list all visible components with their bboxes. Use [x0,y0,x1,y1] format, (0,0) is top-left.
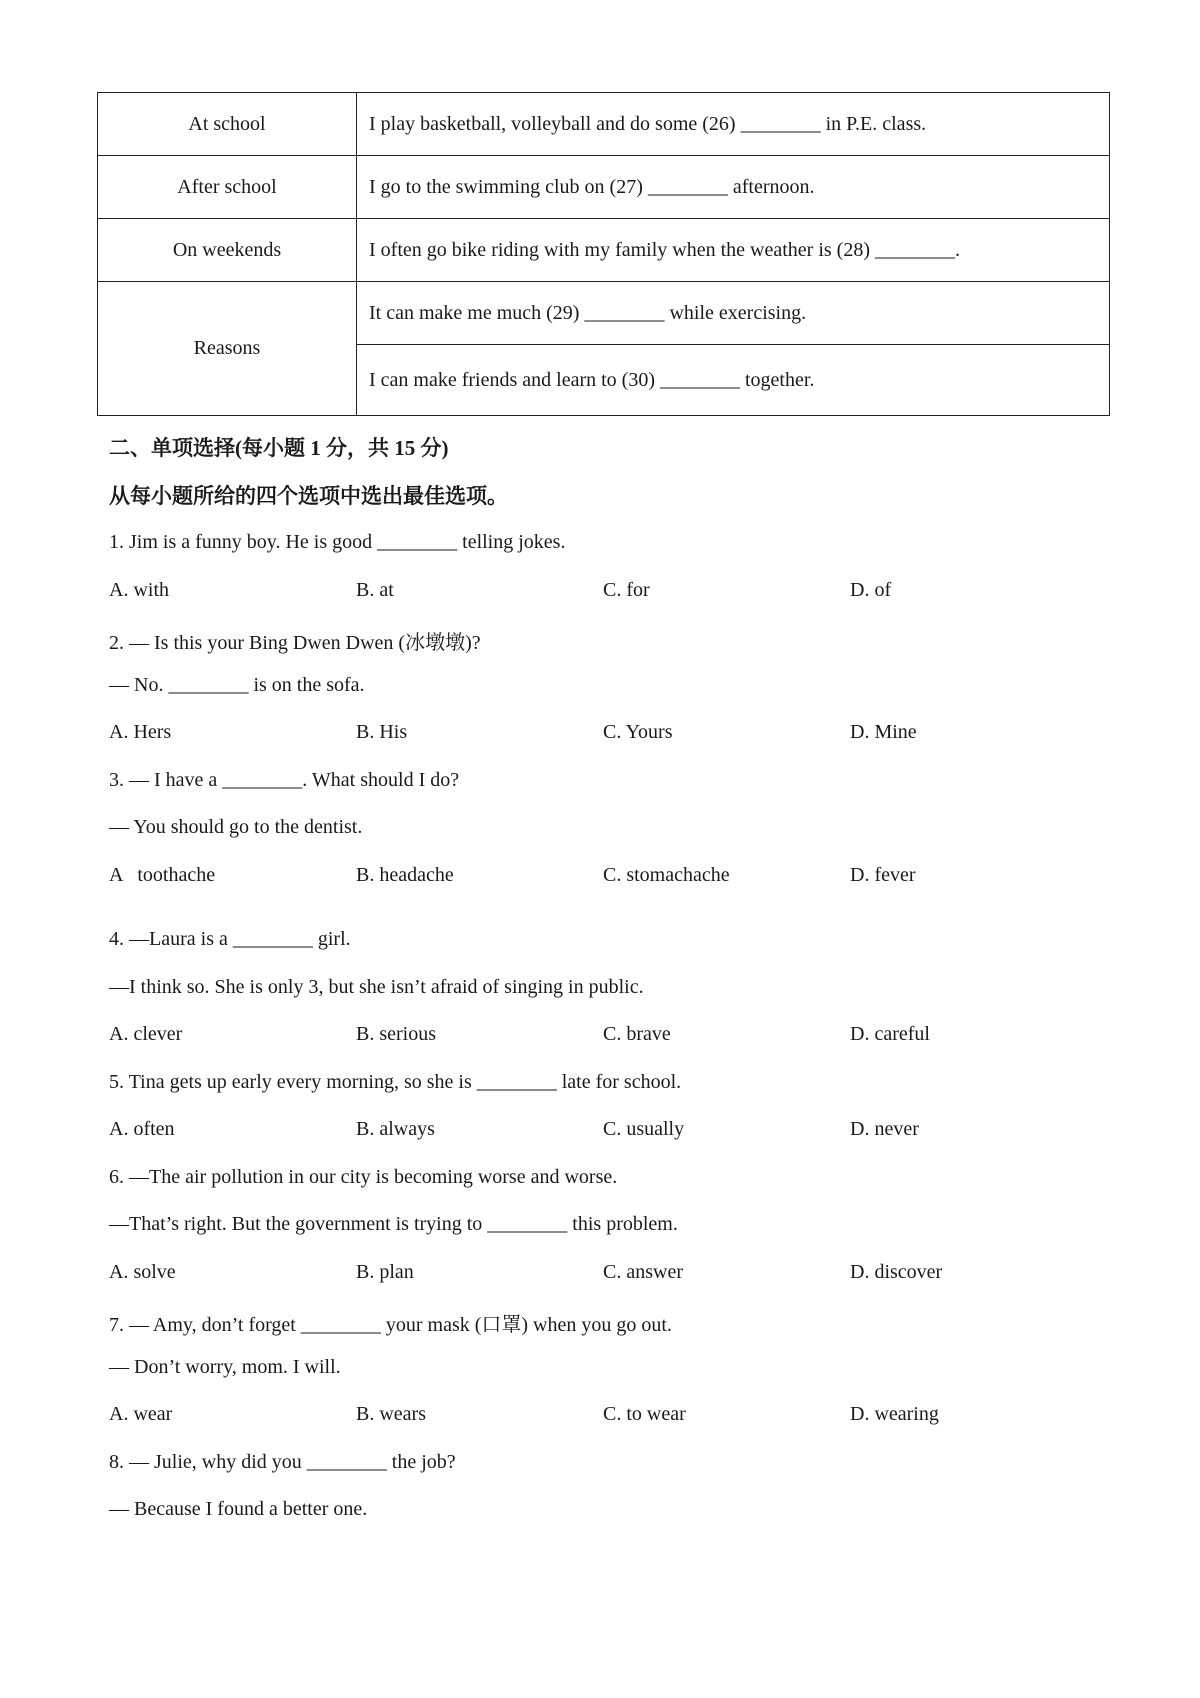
option-a: A. wear [109,1403,173,1425]
option-d: D. fever [850,864,916,886]
option-d: D. discover [850,1261,943,1283]
row-text: It can make me much (29) ________ while exercising. [357,282,1110,345]
option-a: A. Hers [109,721,172,743]
table-row [98,282,1110,345]
option-d: D. careful [850,1023,930,1045]
section-instruction: 从每小题所给的四个选项中选出最佳选项。 [109,484,508,508]
question-text: —That’s right. But the government is trying to ________ this problem. [109,1213,678,1235]
section-title: 二、单项选择(每小题 1 分，共 15 分) [109,436,449,460]
question-text: 6. —The air pollution in our city is becoming worse and worse. [109,1166,618,1188]
table-row [98,93,1110,156]
exercise-table [97,92,1110,416]
question-text: — Because I found a better one. [109,1498,368,1520]
option-b: B. plan [356,1261,414,1283]
question-text: 5. Tina gets up early every morning, so she is ________ late for school. [109,1071,682,1093]
question-text: 7. — Amy, don’t forget ________ your mask (口罩) when you go out. [109,1314,672,1336]
option-c: C. Yours [603,721,673,743]
option-b: B. wears [356,1403,426,1425]
question-text: — Don’t worry, mom. I will. [109,1356,341,1378]
option-c: C. stomachache [603,864,730,886]
option-c: C. to wear [603,1403,686,1425]
question-text: — You should go to the dentist. [109,816,363,838]
question-text: 1. Jim is a funny boy. He is good ________ telling jokes. [109,531,566,553]
option-b: B. His [356,721,408,743]
question-text: 3. — I have a ________. What should I do? [109,769,460,791]
table-row [98,219,1110,282]
row-text: I go to the swimming club on (27) ________ afternoon. [357,156,1110,219]
row-label: After school [98,156,357,219]
question-text: —I think so. She is only 3, but she isn’t afraid of singing in public. [109,976,644,998]
option-b: B. always [356,1118,435,1140]
option-c: C. answer [603,1261,683,1283]
option-a: A. clever [109,1023,183,1045]
row-text: I play basketball, volleyball and do some (26) ________ in P.E. class. [357,93,1110,156]
option-c: C. usually [603,1118,685,1140]
option-b: B. serious [356,1023,436,1045]
question-text: 4. —Laura is a ________ girl. [109,928,351,950]
row-label: On weekends [98,219,357,282]
row-label: At school [98,93,357,156]
option-d: D. of [850,579,892,601]
option-d: D. Mine [850,721,917,743]
row-label: Reasons [98,282,357,416]
option-a: A. often [109,1118,175,1140]
option-b: B. at [356,579,394,601]
option-a: A. solve [109,1261,176,1283]
question-text: 8. — Julie, why did you ________ the job? [109,1451,456,1473]
option-d: D. never [850,1118,919,1140]
option-a: A. with [109,579,169,601]
question-text: — No. ________ is on the sofa. [109,674,365,696]
option-b: B. headache [356,864,454,886]
option-c: C. brave [603,1023,671,1045]
question-text: 2. — Is this your Bing Dwen Dwen (冰墩墩)? [109,632,481,654]
option-a: A toothache [109,864,216,886]
option-d: D. wearing [850,1403,939,1425]
row-text: I can make friends and learn to (30) ________ together. [357,345,1110,416]
row-text: I often go bike riding with my family when the weather is (28) ________. [357,219,1110,282]
option-c: C. for [603,579,650,601]
table-row [98,156,1110,219]
